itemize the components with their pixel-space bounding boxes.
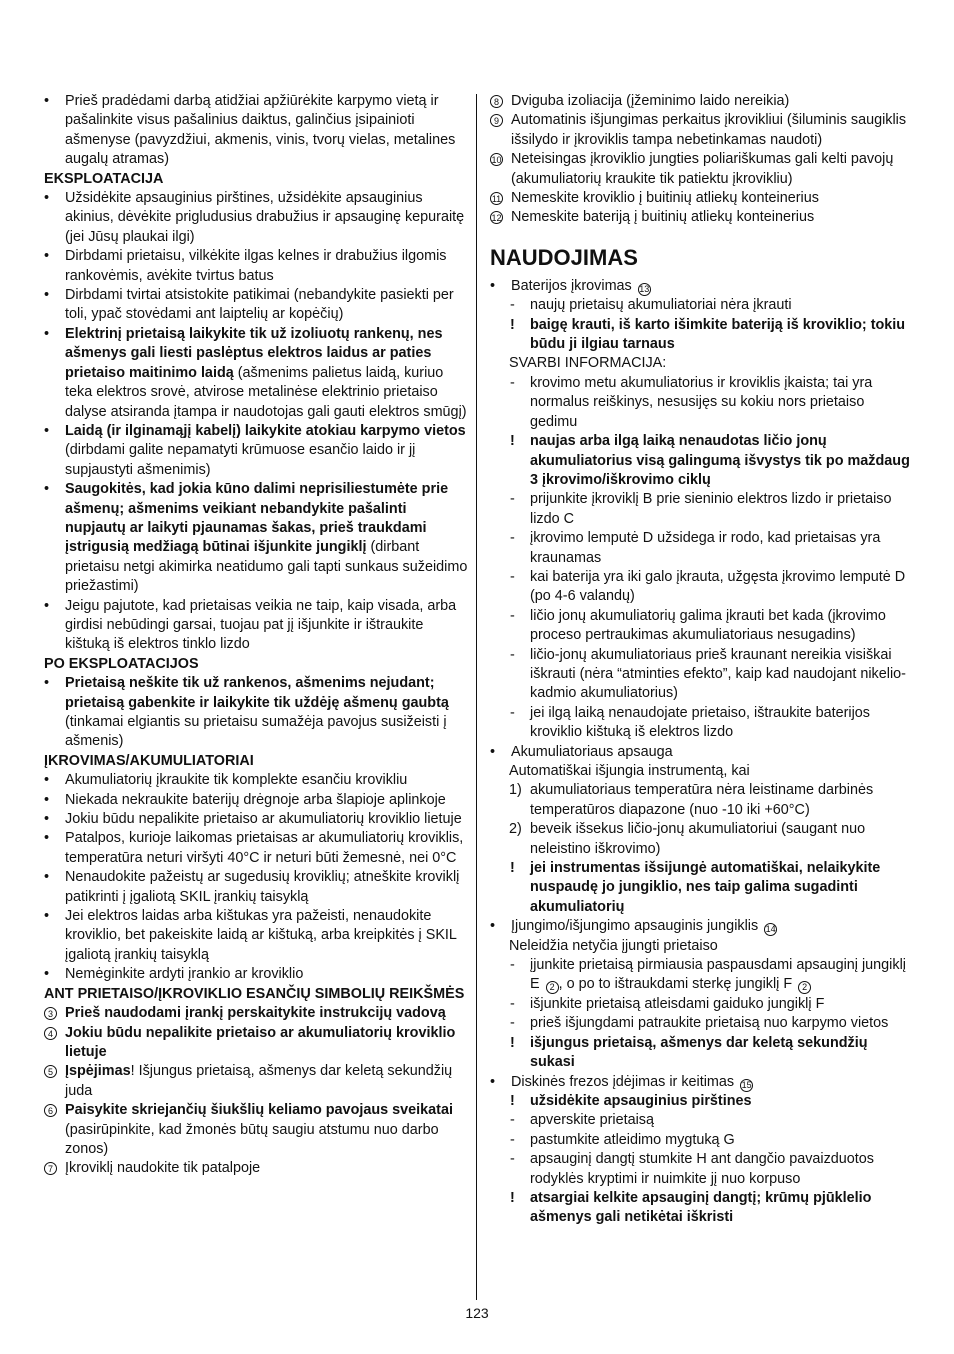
list-item <box>44 674 468 752</box>
section-heading-symbols: ANT PRIETAISO/ĮKROVIKLIO ESANČIŲ SIMBOLIŲ REIKŠMĖS <box>44 985 465 1002</box>
list-item: • Patalpos, kurioje laikomas prietaisas ar akumuliatorių kroviklis, temperatūra neturi viršyti 40°C ir neturi būti žemesnė, nei 0°C <box>44 829 468 868</box>
sub-item <box>490 956 914 995</box>
enum-mark: 2) <box>509 821 522 838</box>
numbered-item-text: akumuliatoriaus temperatūra nėra leistiname darbinės temperatūros diapazone (nuo -10 iki +60°C) <box>530 782 874 818</box>
list-item: • Dirbdami tvirtai atsistokite patikimai (nebandykite pasiekti per toli, ypač stovėdami ant laiptelių ar kopėčių) <box>44 286 468 325</box>
symbol-text: Prieš naudodami įrankį perskaitykite instrukcijų vadovą <box>65 1005 446 1022</box>
warning-item: ! išjungus prietaisą, ašmenys dar keletą sekundžių sukasi <box>490 1034 914 1073</box>
sub-item: - apverskite prietaisą <box>490 1111 914 1130</box>
sub-item: - apsauginį dangtį stumkite H ant dangčio pavaizduotos rodyklės kryptimi ir nuimkite jį nuo korpuso <box>490 1150 914 1189</box>
symbol-item <box>44 1101 468 1159</box>
sub-item: - kai baterija yra iki galo įkrauta, užgęsta įkrovimo lemputė D (po 4-6 valandų) <box>490 568 914 607</box>
circled-number-icon: 15 <box>741 1079 752 1090</box>
circled-number-icon: 3 <box>44 1007 57 1020</box>
symbol-text: Dviguba izoliacija (įžeminimo laido nereikia) <box>511 93 790 109</box>
list-item-description: Automatiškai išjungia instrumentą, kai <box>509 763 750 779</box>
sub-item: - krovimo metu akumuliatorius ir kroviklis įkaista; tai yra normalus reiškinys, nesusijęs su kokiu nors prietaiso gedimu <box>490 374 914 432</box>
list-item-text: (dirbdami galite nepamatyti krūmuose esančio laido ir jį supjaustyti ašmenimis) <box>65 442 416 478</box>
list-item: • Niekada nekraukite baterijų drėgnoje arba šlapioje aplinkoje <box>44 791 468 810</box>
sub-item: - pastumkite atleidimo mygtuką G <box>490 1131 914 1150</box>
left-column <box>44 92 468 1179</box>
section-heading-eksploatacija: EKSPLOATACIJA <box>44 170 164 187</box>
symbol-text: Įkroviklį naudokite tik patalpoje <box>65 1160 261 1177</box>
list-item: • Jeigu pajutote, kad prietaisas veikia ne taip, kaip visada, arba girdisi nebūdingi garsai, tuojau pat jį išjunkite ir ištraukite kištuką iš elektros tinklo lizdo <box>44 597 468 655</box>
circled-number-icon: 14 <box>765 924 776 935</box>
circled-number-icon: 7 <box>44 1162 57 1175</box>
list-item-text: (dirbant prietaisu netgi akimirka neatidumo gali tapti sunkaus sužeidimo priežastimi) <box>65 539 468 595</box>
symbol-text: Neteisingas įkroviklio jungties poliariškumas gali kelti pavojų (akumuliatorių kraukite tik patiektu įkrovikliu) <box>511 151 894 187</box>
list-item <box>44 325 468 422</box>
sub-item: - prijunkite įkroviklį B prie sieninio elektros lizdo ir prietaiso lizdo C <box>490 490 914 529</box>
info-label: SVARBI INFORMACIJA: <box>509 355 667 372</box>
symbol-item <box>490 92 914 111</box>
sub-item: - išjunkite prietaisą atleisdami gaiduko jungiklį F <box>490 995 914 1014</box>
numbered-item-text: beveik išsekus ličio-jonų akumuliatoriui (saugant nuo neleistino iškrovimo) <box>530 821 866 857</box>
symbol-item <box>44 1159 468 1178</box>
circled-number-icon: 2 <box>798 981 811 994</box>
symbol-item <box>490 150 914 189</box>
symbol-text: Paisykite skriejančių šiukšlių keliamo pavojaus sveikatai <box>65 1102 453 1119</box>
symbol-item <box>44 1062 468 1101</box>
sub-item-text: , o po to ištraukdami sterkę jungiklį F <box>558 976 793 993</box>
list-item: • Dirbdami prietaisu, vilkėkite ilgas kelnes ir drabužius ilgomis rankovėmis, avėkite tvirtus batus <box>44 247 468 286</box>
list-item <box>490 917 914 936</box>
warning-bold-text: Saugokitės, kad jokia kūno dalimi neprisiliestumėte prie ašmenų; ašmenims veikiant nebandykite pašalinti nupjautų ar laikyti pjaunamas šakas, prieš traukdami įstrigusią medžiagą būtinai išjunkite jungiklį <box>65 481 449 556</box>
symbol-item <box>490 208 914 227</box>
list-item <box>44 422 468 480</box>
symbol-item <box>44 1024 468 1063</box>
symbol-text: Automatinis išjungimas perkaitus įkrovikliui (šiluminis saugiklis išsilydo ir įkroviklis tampa nebetinkamas naudoti) <box>511 112 907 148</box>
symbol-text-rest: ! Išjungus prietaisą, ašmenys dar keletą sekundžių juda <box>65 1063 453 1099</box>
symbol-text: Įspėjimas <box>65 1063 131 1080</box>
list-item <box>44 480 468 596</box>
page-number: 123 <box>465 1305 489 1321</box>
list-item-text: Įjungimo/išjungimo apsauginis jungiklis <box>511 918 759 935</box>
list-item: • Akumuliatoriaus apsauga <box>490 743 914 762</box>
sub-item: - ličio-jonų akumuliatoriaus prieš kraunant nereikia visiškai iškrauti (nėra “atminties efekto”, kaip kad naudojant nikelio-kadmio akumuliatorius) <box>490 646 914 704</box>
sub-item: - jei ilgą laiką nenaudojate prietaiso, ištraukite baterijos kroviklio kištuką iš elektros lizdo <box>490 704 914 743</box>
list-item <box>490 277 914 296</box>
list-item <box>490 1073 914 1092</box>
warning-item: ! užsidėkite apsauginius pirštines <box>490 1092 914 1111</box>
warning-bold-text: Laidą (ir ilginamąjį kabelį) laikykite atokiau karpymo vietos <box>65 422 466 439</box>
sub-item: - įkrovimo lemputė D užsidega ir rodo, kad prietaisas yra kraunamas <box>490 529 914 568</box>
section-heading-naudojimas: NAUDOJIMAS <box>490 244 638 270</box>
circled-number-icon: 5 <box>44 1065 57 1078</box>
column-divider <box>476 94 477 1300</box>
list-item-text: Baterijos įkrovimas <box>511 277 632 294</box>
list-item-text: (ašmenims palietus laidą, kuriuo teka elektros srovė, atvirose metalinėse elektrinio prietaiso dalyse atsiranda įtampa ir naudotojas gali gauti elektros smūgį) <box>65 364 467 420</box>
section-heading-ikrovimas: ĮKROVIMAS/AKUMULIATORIAI <box>44 752 254 769</box>
list-item-description: Neleidžia netyčia įjungti prietaiso <box>509 937 718 954</box>
circled-number-icon: 8 <box>490 95 503 108</box>
list-item: • Nemėginkite ardyti įrankio ar kroviklio <box>44 965 468 984</box>
warning-bold-text: Elektrinį prietaisą laikykite tik už izoliuotų rankenų, nes ašmenys gali liesti paslėptus elektros laidus ar paties prietaiso maitinimo laidą <box>65 325 443 381</box>
circled-number-icon: 9 <box>490 114 503 127</box>
sub-item: - naujų prietaisų akumuliatoriai nėra įkrauti <box>490 296 914 315</box>
symbol-text: Nemeskite bateriją į buitinių atliekų konteinerius <box>511 209 815 226</box>
list-item: • Nenaudokite pažeistų ar sugedusių kroviklių; atneškite kroviklį patikrinti į įgaliotą SKIL įrankių taisyklą <box>44 868 468 907</box>
circled-number-icon: 2 <box>546 981 559 994</box>
list-item: • Prieš pradėdami darbą atidžiai apžiūrėkite karpymo vietą ir pašalinkite visus pašalinius daiktus, galinčius įsipainioti ašmenyse (pavyzdžiui, akmenis, vinis, tvorų vielas, metalines augalų atramas) <box>44 92 468 170</box>
list-item-text: Diskinės frezos įdėjimas ir keitimas <box>511 1073 735 1090</box>
symbol-item <box>490 111 914 150</box>
circled-number-icon: 12 <box>491 213 502 224</box>
warning-item: ! jei instrumentas išsijungė automatiškai, nelaikykite nuspaudę jo jungiklio, nes taip galima sugadinti akumuliatorių <box>490 859 914 917</box>
warning-item: ! atsargiai kelkite apsauginį dangtį; krūmų pjūklelio ašmenys gali netikėtai iškristi <box>490 1189 914 1228</box>
circled-number-icon: 4 <box>44 1027 57 1040</box>
sub-item-text: įjunkite prietaisą pirmiausia paspausdami apsauginį jungiklį E <box>530 957 906 993</box>
warning-item: ! baigę krauti, iš karto išimkite bateriją iš kroviklio; tokiu būdu ji ilgiau tarnaus <box>490 316 914 355</box>
sub-item: - ličio jonų akumuliatorių galima įkrauti bet kada (įkrovimo proceso pertraukimas akumuliatoriaus nesugadins) <box>490 607 914 646</box>
section-heading-po-eksploatacijos: PO EKSPLOATACIJOS <box>44 655 199 672</box>
circled-number-icon: 6 <box>44 1104 57 1117</box>
enum-mark: 1) <box>509 782 522 799</box>
circled-number-icon: 10 <box>491 155 502 166</box>
warning-item: ! naujas arba ilgą laiką nenaudotas ličio jonų akumuliatorius visą galingumą išvystys tik po maždaug 3 įkrovimo/iškrovimo ciklų <box>490 432 914 490</box>
list-item-text: (tinkamai elgiantis su prietaisu sumažėja pavojus susižeisti į ašmenis) <box>65 714 447 750</box>
list-item: • Akumuliatorių įkraukite tik komplekte esančiu krovikliu <box>44 771 468 790</box>
numbered-item <box>490 781 914 820</box>
numbered-item <box>490 820 914 859</box>
warning-bold-text: Prietaisą neškite tik už rankenos, ašmenims nejudant; prietaisą gabenkite ir laikykite tik uždėję ašmenų gaubtą <box>65 675 449 711</box>
right-column <box>490 92 914 1228</box>
symbol-text: Nemeskite kroviklio į buitinių atliekų konteinerius <box>511 190 819 207</box>
symbol-item <box>44 1004 468 1023</box>
list-item: • Jokiu būdu nepalikite prietaiso ar akumuliatorių kroviklio lietuje <box>44 810 468 829</box>
sub-item: - prieš išjungdami patraukite prietaisą nuo karpymo vietos <box>490 1014 914 1033</box>
symbol-item <box>490 189 914 208</box>
list-item: • Užsidėkite apsauginius pirštines, užsidėkite apsauginius akinius, dėvėkite prigludusius drabužius ir apsauginę kepuraitę (jei Jūsų plaukai ilgi) <box>44 189 468 247</box>
circled-number-icon: 13 <box>639 283 650 294</box>
circled-number-icon: 11 <box>491 194 502 205</box>
symbol-text: Jokiu būdu nepalikite prietaiso ar akumuliatorių kroviklio lietuje <box>65 1024 456 1060</box>
list-item: • Jei elektros laidas arba kištukas yra pažeisti, nenaudokite kroviklio, bet pakeiskite laidą ar kištuką, arba kreipkitės į SKIL įgaliotą įrankių taisyklą <box>44 907 468 965</box>
symbol-text-rest: (pasirūpinkite, kad žmonės būtų saugiu atstumu nuo darbo zonos) <box>65 1121 439 1157</box>
